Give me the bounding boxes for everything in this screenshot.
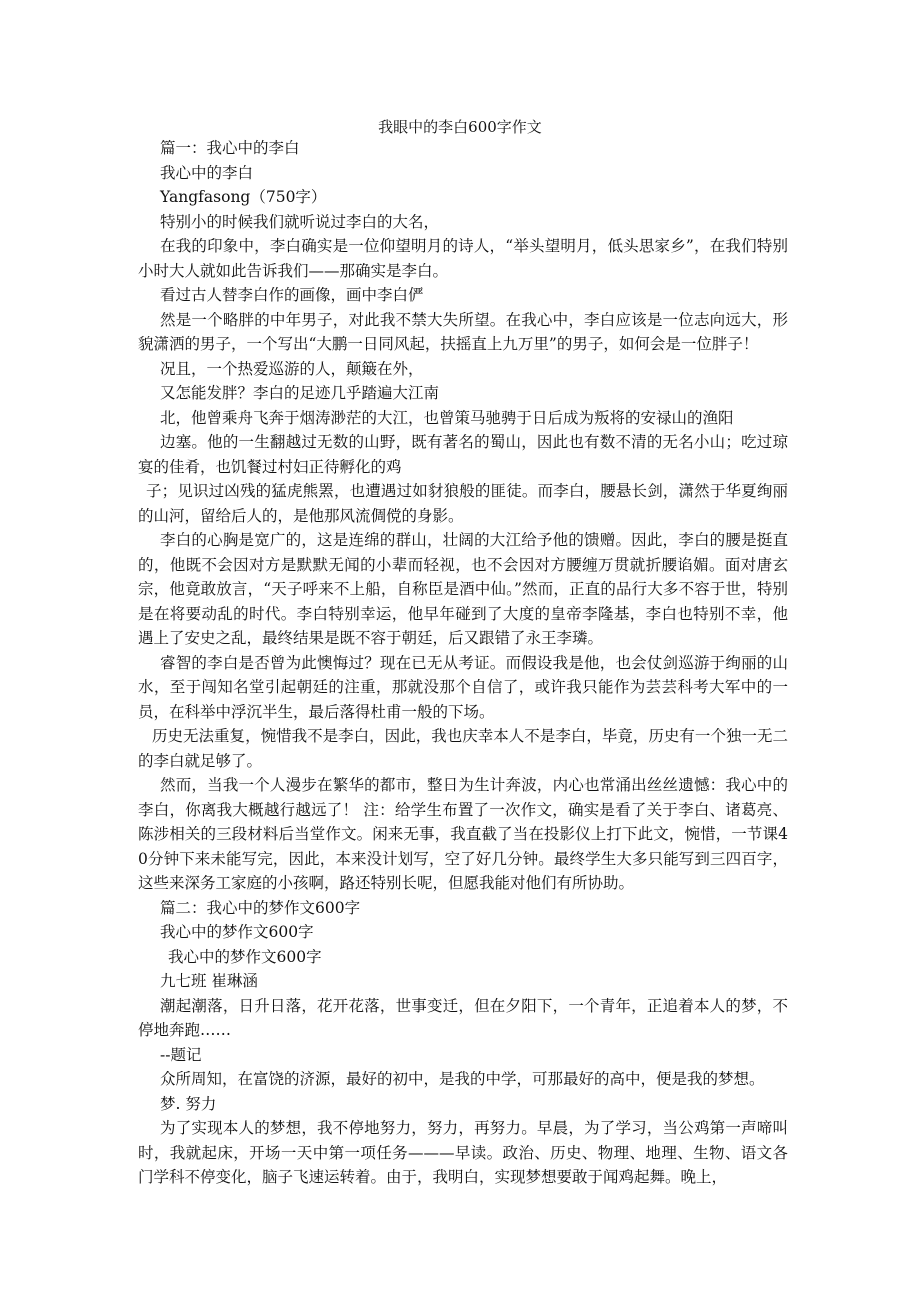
paragraph: 北，他曾乘舟飞奔于烟涛渺茫的大江，也曾策马驰骋于日后成为叛将的安禄山的渔阳	[160, 408, 734, 427]
document-title: 我眼中的李白600字作文	[378, 118, 542, 136]
paragraph: 然而，当我一个人漫步在繁华的都市，整日为生计奔波，内心也常涌出丝丝遗憾：我心中的李白，你离我大概越行越远了！ 注：给学生布置了一次作文，确实是看了关于李白、诸葛亮、陈涉相关的三段材料后当堂作文。闲来无事，我直截了当在投影仪上打下此文，惋惜，一节课40分钟下来未能写完，因此，本来没计划写，空了好几分钟。最终学生大多只能写到三四百字，这些来深务工家庭的小孩啊，路还特别长呢，但愿我能对他们有所协助。	[138, 776, 788, 892]
paragraph: 为了实现本人的梦想，我不停地努力，努力，再努力。早晨，为了学习，当公鸡第一声啼叫时，我就起床，开场一天中第一项任务———早读。政治、历史、物理、地理、生物、语文各门学科不停变化，脑子飞速运转着。由于，我明白，实现梦想要敢于闻鸡起舞。晚上，	[138, 1119, 788, 1186]
paragraph: 在我的印象中，李白确实是一位仰望明月的诗人，“举头望明月，低头思家乡”，在我们特别小时大人就如此告诉我们——那确实是李白。	[138, 237, 788, 280]
paragraph: 历史无法重复，惋惜我不是李白，因此，我也庆幸本人不是李白，毕竟，历史有一个独一无二的李白就足够了。	[138, 727, 788, 770]
paragraph: 我心中的梦作文600字	[160, 923, 314, 941]
paragraph: Yangfasong（750字）	[160, 188, 327, 206]
paragraph: 潮起潮落，日升日落，花开花落，世事变迁，但在夕阳下，一个青年，正追着本人的梦，不停地奔跑……	[138, 996, 788, 1039]
paragraph: 梦. 努力	[160, 1094, 217, 1113]
paragraph: 边塞。他的一生翻越过无数的山野，既有著名的蜀山，因此也有数不清的无名小山；吃过琼宴的佳肴，也饥餐过村妇正待孵化的鸡	[138, 433, 788, 476]
paragraph: 子；见识过凶残的猛虎熊罴，也遭遇过如豺狼般的匪徒。而李白，腰悬长剑，潇然于华夏绚丽的山河，留给后人的，是他那风流倜傥的身影。	[138, 482, 788, 525]
paragraph: 我心中的梦作文600字	[168, 947, 322, 966]
paragraph: 李白的心胸是宽广的，这是连绵的群山，壮阔的大江给予他的馈赠。因此，李白的腰是挺直的，他既不会因对方是默默无闻的小辈而轻视，也不会因对方腰缠万贯就折腰谄媚。面对唐玄宗，他竟敢放言，“天子呼来不上船，自称臣是酒中仙。”然而，正直的品行大多不容于世，特别是在将要动乱的时代。李白特别幸运，他早年碰到了大度的皇帝李隆基，李白也特别不幸，他遇上了安史之乱，最终结果是既不容于朝廷，后又跟错了永王李璘。	[138, 531, 788, 647]
paragraph: 况且，一个热爱巡游的人，颠簸在外，	[160, 359, 424, 378]
paragraph: 睿智的李白是否曾为此懊悔过？现在已无从考证。而假设我是他，也会仗剑巡游于绚丽的山水，至于闯知名堂引起朝廷的注重，那就没那个自信了，或许我只能作为芸芸科考大军中的一员，在科举中浮沉半生，最后落得杜甫一般的下场。	[138, 653, 788, 721]
paragraph: 众所周知，在富饶的济源，最好的初中，是我的中学，可那最好的高中，便是我的梦想。	[160, 1070, 765, 1088]
paragraph: 特别小的时候我们就听说过李白的大名，	[160, 212, 440, 231]
paragraph: 我心中的李白	[160, 163, 254, 182]
paragraph: 又怎能发胖？李白的足迹几乎踏遍大江南	[160, 384, 440, 402]
paragraph: 篇二：我心中的梦作文600字	[160, 898, 361, 917]
paragraph: 篇一：我心中的李白	[160, 139, 300, 157]
document-body	[138, 136, 788, 1190]
paragraph: 然是一个略胖的中年男子，对此我不禁大失所望。在我心中，李白应该是一位志向远大，形貌潇洒的男子，一个写出“大鹏一日同风起，扶摇直上九万里”的男子，如何会是一位胖子！	[138, 310, 788, 353]
paragraph: --题记	[160, 1045, 202, 1064]
paragraph: 九七班 崔琳涵	[160, 972, 258, 990]
paragraph: 看过古人替李白作的画像，画中李白俨	[160, 286, 424, 304]
